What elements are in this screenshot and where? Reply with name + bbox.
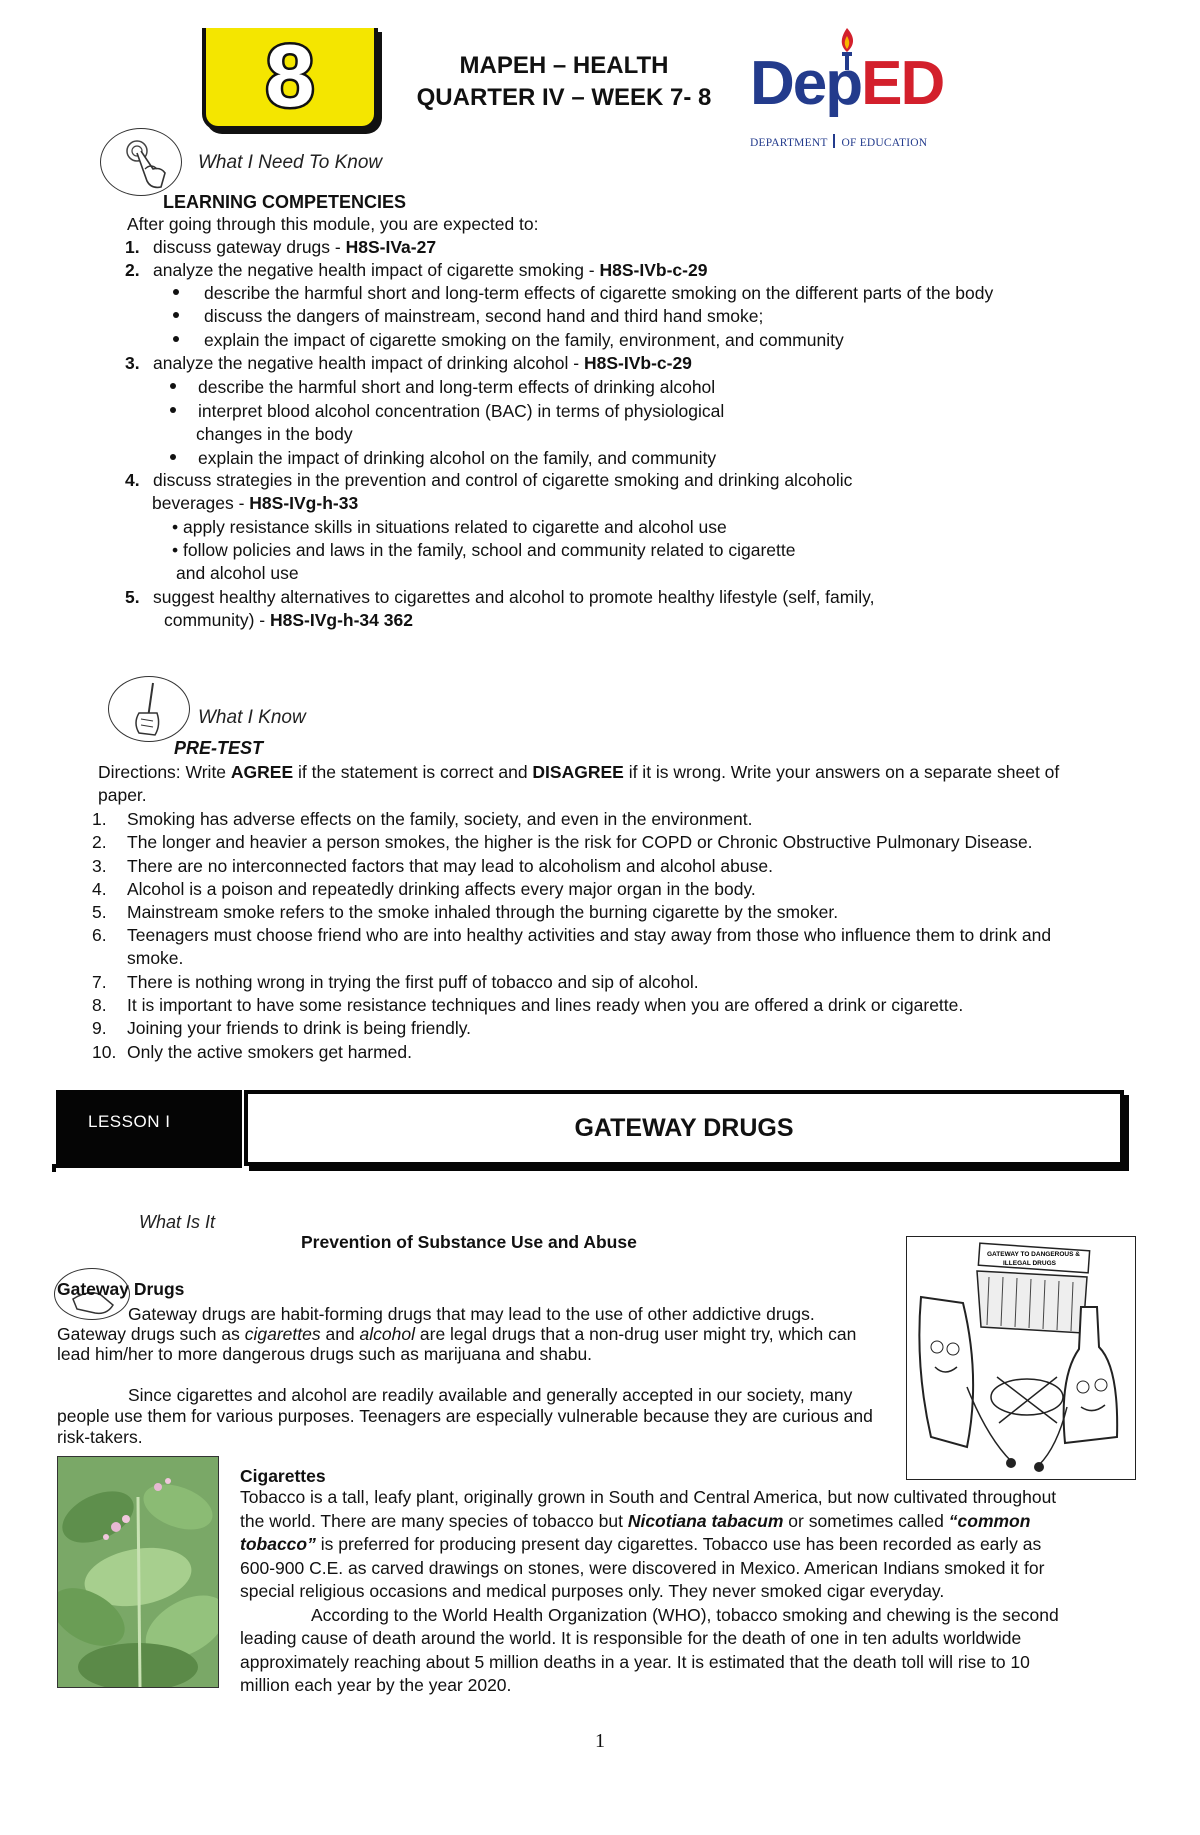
sub-competency-cont: and alcohol use — [176, 563, 299, 583]
sub-competency: discuss the dangers of mainstream, second hand and third hand smoke; — [204, 306, 764, 326]
pretest-number: 5. — [92, 902, 107, 922]
cig-line: 600-900 C.E. as carved drawings on stones, were discovered in Mexico. American Indians smoked it for — [240, 1558, 1045, 1578]
competency-code: H8S-IVa-27 — [345, 237, 437, 257]
tobacco-plant-photo — [57, 1456, 219, 1688]
gateway-para2-line1: Since cigarettes and alcohol are readily available and generally accepted in our society, many — [128, 1385, 853, 1405]
competency-item: analyze the negative health impact of drinking alcohol - H8S-IVb-c-29 — [153, 353, 692, 373]
what-is-it-heading: Prevention of Substance Use and Abuse — [301, 1232, 637, 1252]
pretest-number: 8. — [92, 995, 107, 1015]
gateway-para2-line2: people use them for various purposes. Teenagers are especially vulnerable because they are curious and — [57, 1406, 873, 1426]
competency-item: discuss gateway drugs - H8S-IVa-27 — [153, 237, 437, 257]
gateway-drugs-subheading: Gateway Drugs — [57, 1279, 185, 1299]
pretest-number: 3. — [92, 856, 107, 876]
doc-title: MAPEH – HEALTH — [459, 52, 669, 79]
cig-line: the world. There are many species of tobacco but Nicotiana tabacum or sometimes called “common — [240, 1511, 1031, 1531]
lesson-title: GATEWAY DRUGS — [574, 1114, 794, 1142]
section-label-what-is-it: What Is It — [139, 1212, 216, 1232]
pretest-number: 9. — [92, 1018, 107, 1038]
sub-competency: • follow policies and laws in the family, school and community related to cigarette — [172, 540, 796, 560]
pretest-number: 10. — [92, 1042, 117, 1062]
competency-item: discuss strategies in the prevention and control of cigarette smoking and drinking alcoholic — [153, 470, 853, 490]
gateway-drugs-cartoon — [906, 1236, 1136, 1480]
bullet — [173, 289, 179, 295]
competency-number: 4. — [125, 470, 140, 490]
bullet — [173, 312, 179, 318]
pretest-item: Only the active smokers get harmed. — [127, 1042, 412, 1062]
sub-competency: explain the impact of cigarette smoking on the family, environment, and community — [204, 330, 844, 350]
competency-item-cont: beverages - H8S-IVg-h-33 — [152, 493, 359, 513]
bullet — [170, 383, 176, 389]
pretest-number: 2. — [92, 832, 107, 852]
pretest-heading: PRE-TEST — [174, 738, 264, 758]
pretest-item: Joining your friends to drink is being friendly. — [127, 1018, 472, 1038]
cig-line: tobacco” is preferred for producing present day cigarettes. Tobacco use has been recorded as early as — [240, 1534, 1042, 1554]
competency-number: 2. — [125, 260, 140, 280]
page-number: 1 — [595, 1730, 605, 1752]
bullet — [173, 336, 179, 342]
gateway-para1-line3: lead him/her to more dangerous drugs such as marijuana and shabu. — [57, 1344, 593, 1364]
cig-line: Tobacco is a tall, leafy plant, originally grown in South and Central America, but now cultivated throughout — [240, 1487, 1057, 1507]
pretest-item: There is nothing wrong in trying the first puff of tobacco and sip of alcohol. — [127, 972, 699, 992]
pretest-directions: Directions: Write AGREE if the statement is correct and DISAGREE if it is wrong. Write your answers on a separate sheet of — [98, 762, 1060, 782]
cig-line: million each year by the year 2020. — [240, 1675, 512, 1695]
competency-item-cont: community) - H8S-IVg-h-34 362 — [164, 610, 413, 630]
cig-line: leading cause of death around the world. It is responsible for the death of one in ten adults worldwide — [240, 1628, 1022, 1648]
cartoon-sign-line1: GATEWAY TO DANGEROUS & — [987, 1251, 1080, 1258]
competency-number: 1. — [125, 237, 140, 257]
competency-number: 3. — [125, 353, 140, 373]
sub-competency-cont: changes in the body — [196, 424, 353, 444]
pretest-number: 7. — [92, 972, 107, 992]
pretest-directions-cont: paper. — [98, 785, 147, 805]
competencies-heading: LEARNING COMPETENCIES — [163, 192, 407, 212]
pretest-item: There are no interconnected factors that may lead to alcoholism and alcohol abuse. — [127, 856, 773, 876]
sub-competency: describe the harmful short and long-term effects of drinking alcohol — [198, 377, 716, 397]
competency-code: H8S-IVg-h-34 362 — [269, 610, 413, 630]
cig-line: special religious occasions and medical purposes only. They never smoked cigar everyday. — [240, 1581, 945, 1601]
pretest-item: The longer and heavier a person smokes, the higher is the risk for COPD or Chronic Obstructive Pulmonary Disease. — [127, 832, 1033, 852]
sub-competency: describe the harmful short and long-term effects of cigarette smoking on the different parts of the body — [204, 283, 994, 303]
pretest-item: Teenagers must choose friend who are into healthy activities and stay away from those who influence them to drink and — [127, 925, 1052, 945]
cig-line: According to the World Health Organization (WHO), tobacco smoking and chewing is the second — [311, 1605, 1059, 1625]
grade-number: 8 — [265, 26, 315, 125]
pretest-number: 1. — [92, 809, 107, 829]
sub-competency: interpret blood alcohol concentration (BAC) in terms of physiological — [198, 401, 725, 421]
grade-badge — [202, 28, 378, 130]
competency-code: H8S-IVg-h-33 — [249, 493, 359, 513]
pretest-item: Mainstream smoke refers to the smoke inhaled through the burning cigarette by the smoker. — [127, 902, 839, 922]
hand-touch-icon — [100, 128, 182, 196]
competency-code: H8S-IVb-c-29 — [599, 260, 708, 280]
sub-competency: • apply resistance skills in situations related to cigarette and alcohol use — [172, 517, 727, 537]
pretest-number: 6. — [92, 925, 107, 945]
bullet — [170, 407, 176, 413]
competency-item: analyze the negative health impact of cigarette smoking - H8S-IVb-c-29 — [153, 260, 708, 280]
competencies-intro: After going through this module, you are expected to: — [127, 214, 539, 234]
gateway-para1-line2: Gateway drugs such as cigarettes and alcohol are legal drugs that a non-drug user might try, which can — [57, 1324, 857, 1344]
sub-competency: explain the impact of drinking alcohol on the family, and community — [198, 448, 717, 468]
pretest-item: Alcohol is a poison and repeatedly drinking affects every major organ in the body. — [127, 879, 756, 899]
pretest-number: 4. — [92, 879, 107, 899]
cartoon-sign-line2: ILLEGAL DRUGS — [1003, 1260, 1056, 1267]
section-label-what-i-know: What I Know — [198, 707, 306, 728]
cig-line: approximately reaching about 5 million deaths in a year. It is estimated that the death toll will rise to 10 — [240, 1652, 1030, 1672]
gateway-para1-line1: Gateway drugs are habit-forming drugs that may lead to the use of other addictive drugs. — [128, 1304, 815, 1324]
deped-logo: DepED DEPARTMENT OF EDUCATION — [748, 26, 958, 136]
pretest-item: Smoking has adverse effects on the family, society, and even in the environment. — [127, 809, 753, 829]
section-label-need-to-know: What I Need To Know — [198, 152, 383, 173]
hand-pencil-icon — [108, 676, 190, 742]
bullet — [170, 454, 176, 460]
lesson-tag: LESSON I — [88, 1112, 171, 1131]
gateway-para2-line3: risk-takers. — [57, 1427, 143, 1447]
competency-number: 5. — [125, 587, 140, 607]
pretest-item-cont: smoke. — [127, 948, 184, 968]
competency-code: H8S-IVb-c-29 — [583, 353, 692, 373]
doc-subtitle: QUARTER IV – WEEK 7- 8 — [416, 84, 712, 111]
pretest-item: It is important to have some resistance techniques and lines ready when you are offered a drink or cigarette. — [127, 995, 964, 1015]
cigarettes-heading: Cigarettes — [240, 1466, 326, 1486]
competency-item: suggest healthy alternatives to cigarettes and alcohol to promote healthy lifestyle (self, family, — [153, 587, 875, 607]
